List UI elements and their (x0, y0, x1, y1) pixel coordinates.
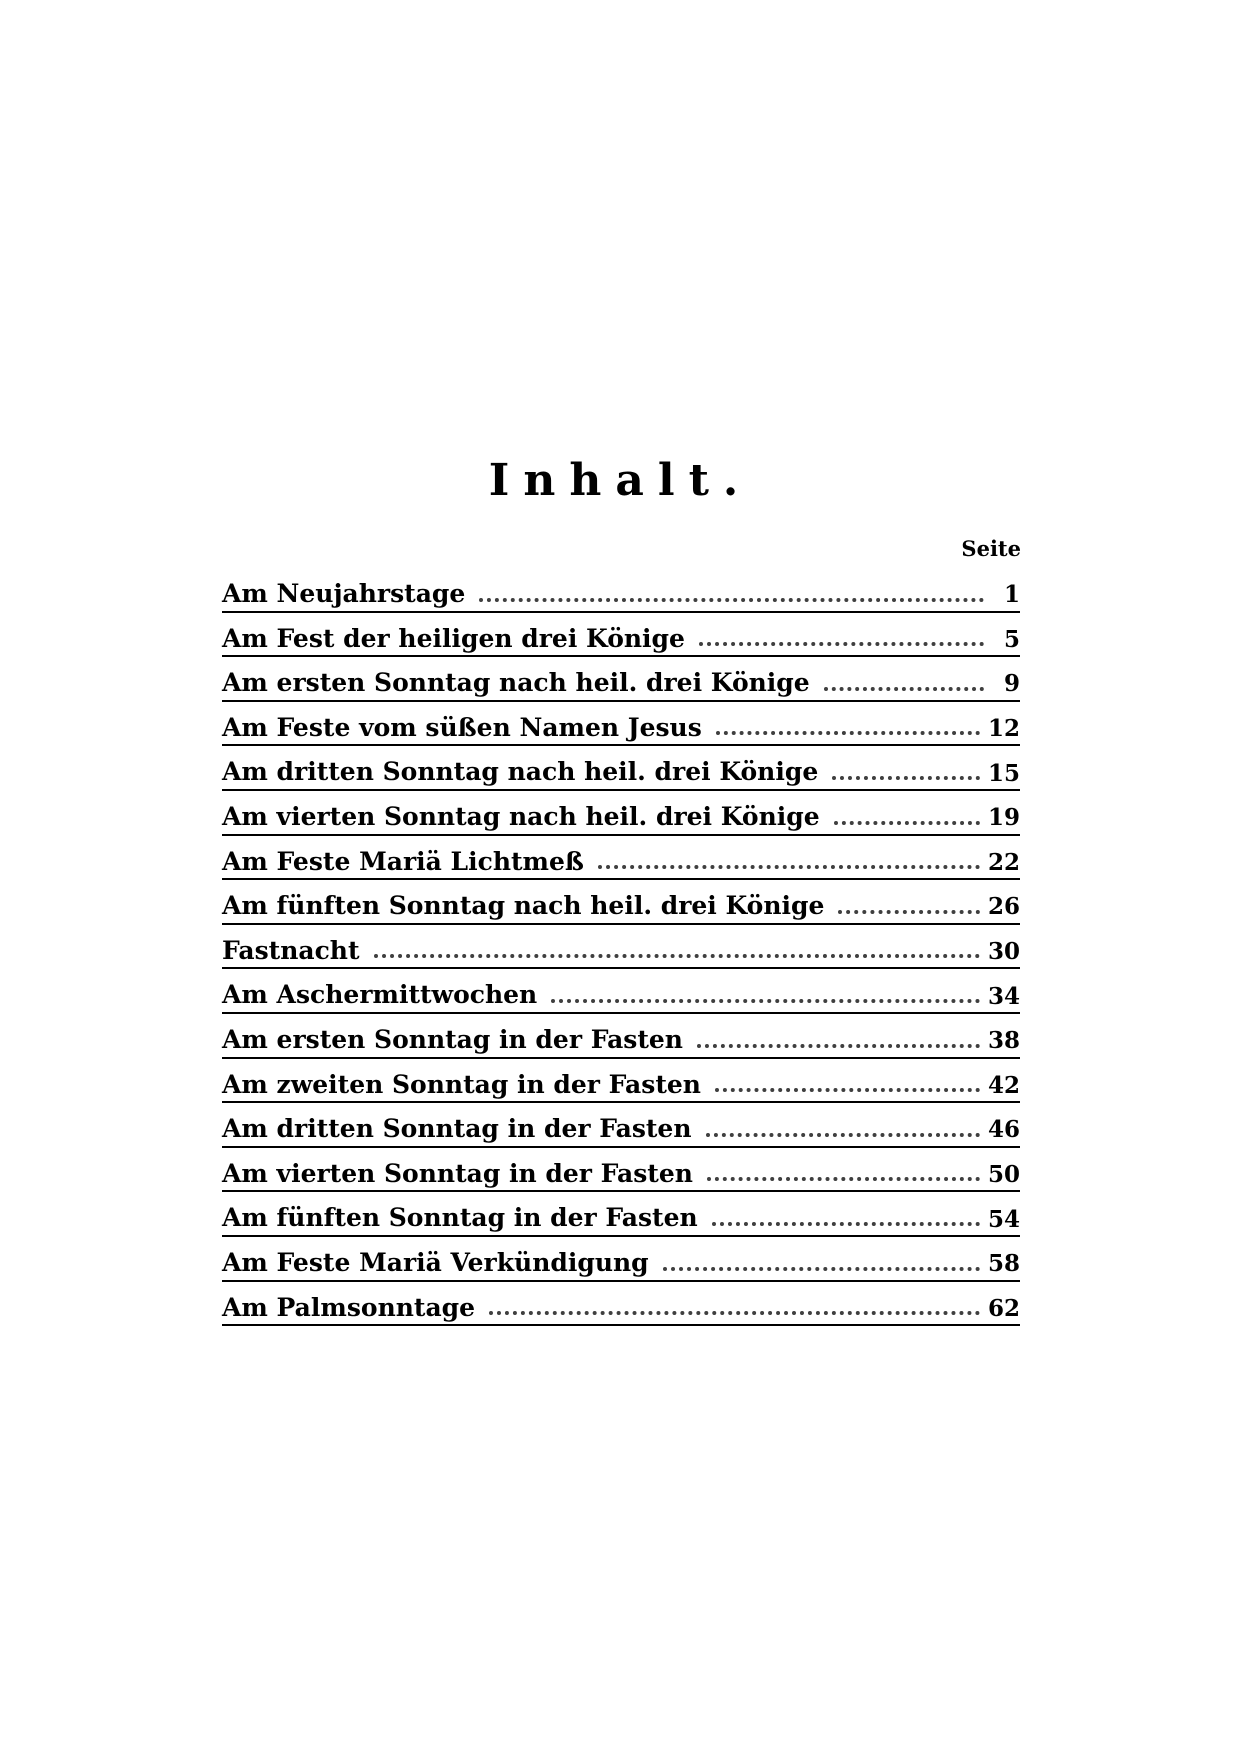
toc-entry (222, 880, 1020, 925)
toc-entry (222, 1192, 1020, 1237)
dot-leader (716, 731, 980, 735)
toc-entry-page-number: 9 (1003, 670, 1020, 698)
dot-leader (715, 1088, 980, 1092)
dot-leader (489, 1311, 980, 1315)
toc-entry-page-number: 30 (987, 938, 1020, 966)
toc-entry-page-number: 46 (987, 1116, 1020, 1144)
dot-leader (824, 687, 984, 691)
toc-entry (222, 657, 1020, 702)
toc-entry (222, 836, 1020, 881)
dot-leader (707, 1177, 980, 1181)
toc-entry (222, 1103, 1020, 1148)
toc-entry-page-number: 26 (987, 893, 1020, 921)
toc-entry-page-number: 58 (987, 1250, 1020, 1278)
toc-entry-page-number: 5 (1003, 625, 1020, 653)
toc-entry (222, 702, 1020, 747)
toc-entry-title: Am ersten Sonntag nach heil. drei Könige (222, 668, 810, 698)
toc-entry-title: Am Feste Mariä Verkündigung (222, 1248, 649, 1277)
toc-entry (222, 568, 1020, 613)
toc-entry-page-number: 54 (987, 1205, 1020, 1233)
toc-entry-page-number: 1 (1003, 581, 1020, 609)
toc-entry (222, 791, 1020, 836)
dot-leader (551, 999, 980, 1003)
toc-entry (222, 1059, 1020, 1104)
dot-leader (479, 598, 984, 602)
toc-entry-page-number: 62 (987, 1294, 1020, 1322)
toc-entry-page-number: 38 (987, 1027, 1020, 1055)
toc-entry-page-number: 42 (987, 1071, 1020, 1099)
toc-entry (222, 925, 1020, 970)
toc-entry-page-number: 34 (987, 982, 1020, 1010)
toc-entry-page-number: 19 (987, 804, 1020, 832)
dot-leader (663, 1267, 980, 1271)
toc-entry-title: Am fünften Sonntag in der Fasten (222, 1203, 698, 1233)
table-of-contents (222, 568, 1020, 1326)
toc-entry (222, 1148, 1020, 1193)
toc-entry-page-number: 12 (987, 715, 1020, 743)
dot-leader (706, 1133, 980, 1137)
dot-leader (598, 865, 980, 869)
toc-entry-title: Am vierten Sonntag in der Fasten (222, 1158, 693, 1188)
toc-entry-page-number: 50 (987, 1161, 1020, 1189)
dot-leader (838, 910, 980, 914)
toc-entry-title: Am zweiten Sonntag in der Fasten (222, 1069, 701, 1099)
toc-entry-title: Am dritten Sonntag nach heil. drei Könige (222, 757, 819, 787)
toc-entry (222, 746, 1020, 791)
toc-entry-title: Am Fest der heiligen drei Könige (222, 623, 685, 653)
page-column-label: Seite (961, 536, 1021, 561)
toc-entry-page-number: 22 (987, 848, 1020, 876)
dot-leader (834, 821, 980, 825)
dot-leader (699, 642, 984, 646)
toc-entry-title: Fastnacht (222, 935, 360, 965)
toc-entry (222, 613, 1020, 658)
toc-entry (222, 1237, 1020, 1282)
dot-leader (374, 954, 980, 958)
toc-entry (222, 969, 1020, 1014)
toc-entry-title: Am Neujahrstage (222, 579, 466, 609)
toc-entry-title: Am fünften Sonntag nach heil. drei Könige (222, 891, 825, 921)
toc-entry-title: Am Palmsonntage (222, 1292, 476, 1322)
page-title: Inhalt. (488, 455, 753, 507)
toc-entry-title: Am Aschermittwochen (222, 980, 538, 1010)
toc-entry-title: Am Feste vom süßen Namen Jesus (222, 712, 702, 742)
toc-entry (222, 1014, 1020, 1059)
dot-leader (832, 776, 980, 780)
toc-entry-page-number: 15 (987, 759, 1020, 787)
toc-entry-title: Am Feste Mariä Lichtmeß (222, 846, 584, 876)
toc-entry-title: Am vierten Sonntag nach heil. drei Könige (222, 802, 820, 832)
dot-leader (712, 1222, 980, 1226)
toc-entry-title: Am dritten Sonntag in der Fasten (222, 1114, 692, 1144)
toc-entry-title: Am ersten Sonntag in der Fasten (222, 1025, 683, 1055)
toc-entry (222, 1282, 1020, 1327)
dot-leader (697, 1044, 980, 1048)
